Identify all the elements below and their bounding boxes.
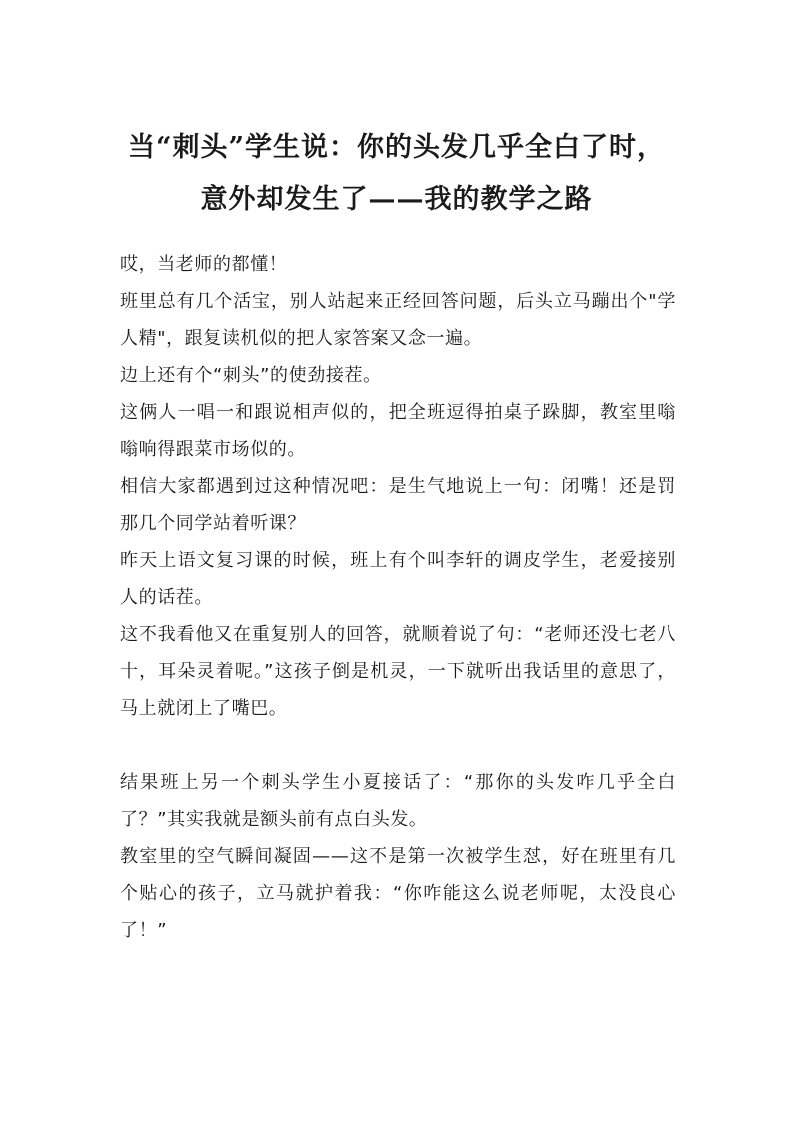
- article-title: [90, 122, 703, 226]
- title-line: 意外却发生了——我的教学之路: [200, 184, 593, 215]
- paragraph: 班里总有几个活宝，别人站起来正经回答问题，后头立马蹦出个"学人精"，跟复读机似的把人家答案又念一遍。: [120, 291, 676, 349]
- paragraph: 这不我看他又在重复别人的回答，就顺着说了句：“老师还没七老八十，耳朵灵着呢。”这孩子倒是机灵，一下就听出我话里的意思了，马上就闭上了嘴巴。: [120, 624, 676, 719]
- paragraph: 这俩人一唱一和跟说相声似的，把全班逗得拍桌子跺脚，教室里嗡嗡响得跟菜市场似的。: [120, 402, 676, 460]
- paragraph: 昨天上语文复习课的时候，班上有个叫李轩的调皮学生，老爱接别人的话茬。: [120, 550, 676, 608]
- paragraph: 相信大家都遇到过这种情况吧：是生气地说上一句：闭嘴！还是罚那几个同学站着听课？: [120, 476, 676, 534]
- paragraph: 教室里的空气瞬间凝固——这不是第一次被学生怼，好在班里有几个贴心的孩子，立马就护着我：“你咋能这么说老师呢，太没良心了！”: [120, 846, 676, 941]
- paragraph: 结果班上另一个刺头学生小夏接话了：“那你的头发咋几乎全白了？”其实我就是额头前有点白头发。: [120, 772, 676, 830]
- paragraph: 哎，当老师的都懂！: [120, 254, 288, 275]
- paragraph: 边上还有个“刺头”的使劲接茬。: [120, 365, 382, 386]
- title-line: 当“刺头”学生说：你的头发几乎全白了时，: [127, 132, 666, 163]
- article-body: [120, 246, 676, 949]
